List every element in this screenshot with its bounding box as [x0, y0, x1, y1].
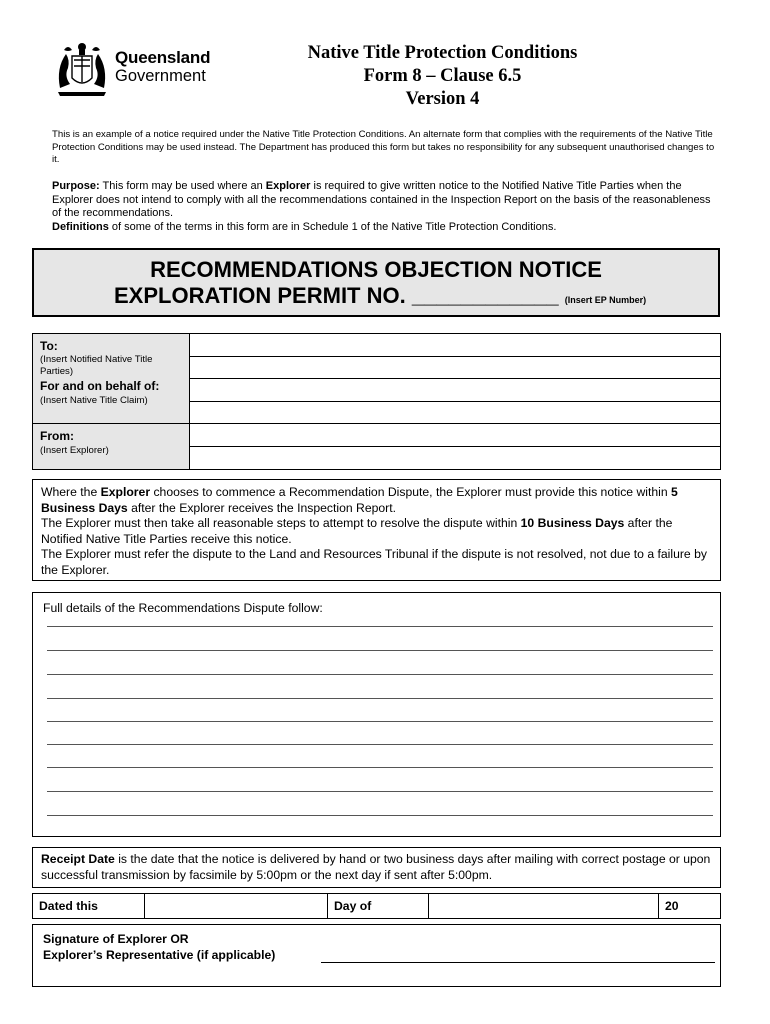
dispute-instructions	[32, 479, 721, 581]
definitions-text: of some of the terms in this form are in Schedule 1 of the Native Title Protection Conditions.	[108, 220, 557, 233]
year-field[interactable]	[659, 894, 720, 918]
day-field[interactable]	[145, 894, 328, 918]
info-bold: Explorer	[100, 485, 151, 499]
purpose-text-1: This form may be used where an	[99, 180, 266, 192]
permit-number-hint: (Insert EP Number)	[564, 295, 647, 305]
header-version: Version 4	[405, 89, 480, 109]
signature-line[interactable]	[321, 962, 715, 963]
party-details-table	[32, 333, 721, 470]
notice-title: RECOMMENDATIONS OBJECTION NOTICE	[150, 257, 602, 282]
to-field-line[interactable]	[190, 378, 720, 379]
notice-title-box	[32, 248, 720, 317]
year-prefix: 20	[665, 899, 679, 913]
info-text: after the Notified Native Title Parties receive this notice.	[41, 516, 673, 546]
intro-paragraph: This is an example of a notice required under the Native Title Protection Conditions. An alternate form that complies with the requirements of the Native Title Protection Conditions may be used instead. The Department has produced this form but takes no responsibility for any subsequent unauthorised changes to it.	[52, 129, 715, 166]
from-label: From:	[40, 429, 74, 443]
details-line[interactable]	[47, 744, 713, 745]
dispute-details-box[interactable]	[32, 592, 721, 837]
details-line[interactable]	[47, 791, 713, 792]
purpose-paragraph	[52, 180, 722, 234]
info-text: The Explorer must refer the dispute to the Land and Resources Tribunal if the dispute is not resolved, not due to a failure by the Explorer.	[41, 547, 707, 577]
permit-number-label: EXPLORATION PERMIT NO. ____________	[114, 283, 565, 308]
info-bold: 10 Business Days	[520, 516, 625, 530]
to-label: To:	[40, 339, 58, 353]
receipt-date-note	[32, 847, 721, 888]
signature-label-1: Signature of Explorer OR	[43, 932, 189, 946]
government-wordmark	[115, 49, 210, 85]
info-text: The Explorer must then take all reasonable steps to attempt to resolve the dispute within	[41, 516, 521, 530]
info-text: chooses to commence a Recommendation Dispute, the Explorer must provide this notice within	[150, 485, 672, 499]
receipt-label: Receipt Date	[41, 852, 115, 866]
details-line[interactable]	[47, 721, 713, 722]
to-field-line[interactable]	[190, 356, 720, 357]
details-line[interactable]	[47, 674, 713, 675]
details-line[interactable]	[47, 626, 713, 627]
month-field[interactable]	[429, 894, 659, 918]
details-line[interactable]	[47, 815, 713, 816]
details-line[interactable]	[47, 767, 713, 768]
form-header	[270, 42, 615, 111]
info-text: Where the	[41, 485, 101, 499]
queensland-crest-logo	[52, 38, 112, 100]
purpose-explorer: Explorer	[265, 180, 311, 192]
party-divider	[33, 423, 190, 424]
logo-line-2: Government	[115, 67, 206, 85]
signature-label-2: Explorer’s Representative (if applicable)	[43, 948, 276, 962]
info-bold: 5 Business Days	[41, 485, 678, 515]
details-line[interactable]	[47, 698, 713, 699]
day-of-label: Day of	[328, 894, 429, 918]
receipt-text: is the date that the notice is delivered by hand or two business days after mailing with correct postage or upon successful transmission by facsimile by 5:00pm or the next day if sent after 5:00pm.	[41, 852, 711, 882]
from-field-line[interactable]	[190, 423, 720, 424]
details-line[interactable]	[47, 650, 713, 651]
from-field-line[interactable]	[190, 446, 720, 447]
from-hint: (Insert Explorer)	[40, 445, 109, 456]
definitions-label: Definitions	[52, 220, 109, 233]
dated-this-label: Dated this	[33, 894, 145, 918]
dated-row	[32, 893, 721, 919]
info-text: after the Explorer receives the Inspection Report.	[127, 500, 396, 515]
party-labels-column	[33, 334, 190, 469]
permit-number-line[interactable]	[114, 284, 646, 312]
on-behalf-hint: (Insert Native Title Claim)	[40, 395, 148, 406]
purpose-text-2: is required to give written notice to the Notified Native Title Parties when the Explorer does not intend to comply with all the recommendations contained in the Inspection Report on the basis of the reasonableness of the recommendations.	[52, 180, 711, 219]
logo-line-1: Queensland	[115, 48, 211, 67]
to-hint: (Insert Notified Native Title Parties)	[40, 354, 153, 377]
details-heading: Full details of the Recommendations Dispute follow:	[43, 601, 323, 615]
header-form-clause: Form 8 – Clause 6.5	[363, 66, 522, 86]
behalf-field-line[interactable]	[190, 401, 720, 402]
signature-box	[32, 924, 721, 987]
header-title: Native Title Protection Conditions	[307, 43, 578, 63]
purpose-label: Purpose:	[52, 180, 100, 192]
on-behalf-label: For and on behalf of:	[40, 379, 160, 393]
